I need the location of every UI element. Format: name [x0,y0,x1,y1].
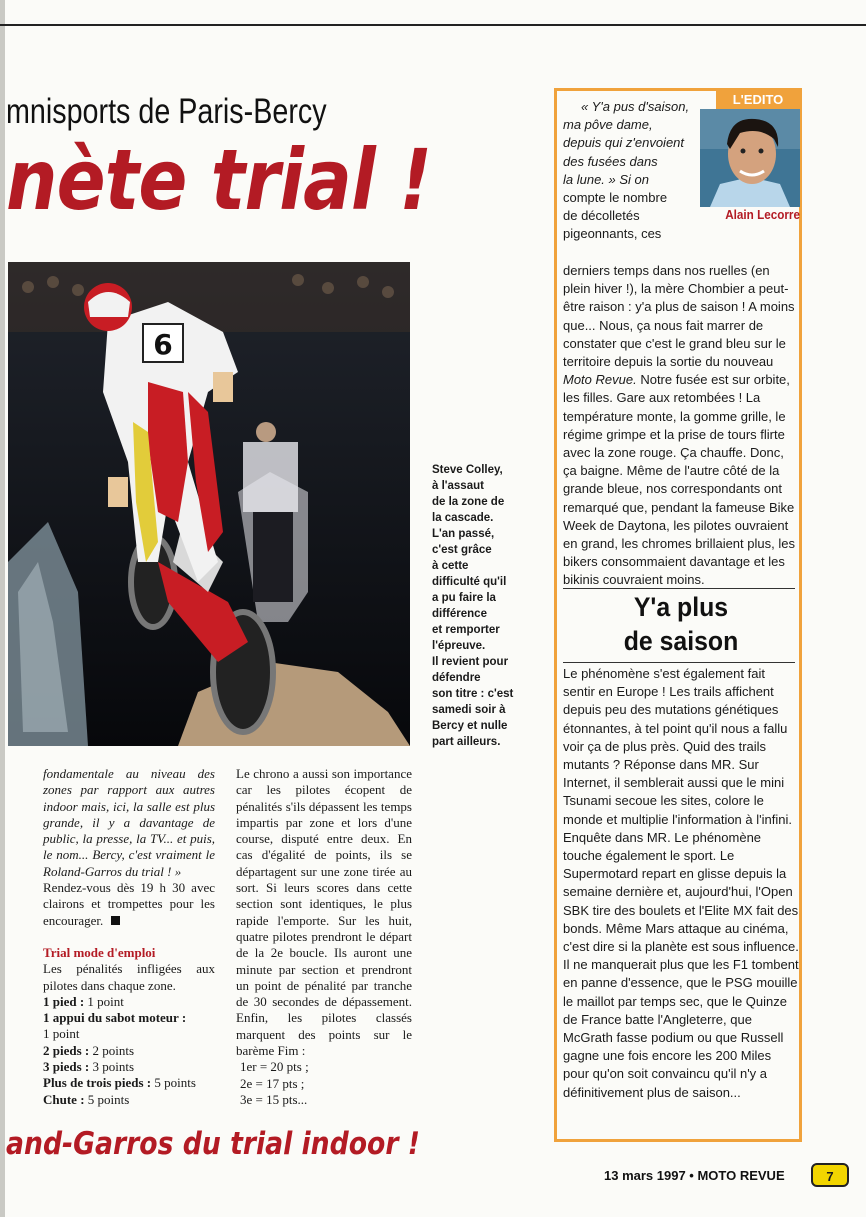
end-mark-icon [111,916,120,925]
caption-line: à l'assaut [432,480,484,492]
edito-body-2: Le phénomène s'est également fait sentir en Europe ! Les trails affichent depuis peu des mutations génétiques étonnantes, à tel point qu'il nous a fallu voir ça de plus près. Quid des trails mutants ? Réponse dans MR. Sur Internet, il semblerait aussi que le mini Tsunami secoue les sites, colore le monde et multiplie l'information à l'infini. Enquête dans MR. Le phénomène touche également le sport. Le Supermotard repart en glisse depuis la semaine dernière et, aujourd'hui, l'Open SBK tire des boulets et l'Elite MX fait des bonds. Même Mars attaque au cinéma, c'est dire si la planète est sous influence. Il ne manquerait plus que les F1 tombent en panne d'essence, que le PSG mouille le maillot par temps sec, que le Quinze de France batte l'Angleterre, que McGrath fasse podium ou que Russell gagne une fois encore les 200 Miles pour qu'on soit convaincu qu'il n'y a définitivement plus de saison... [563,666,799,1100]
rule-item [43,1092,215,1108]
rule-item [43,1059,215,1075]
edito-intro [563,98,697,225]
caption-line: et remporter [432,624,500,636]
rider-number: 6 [153,328,173,361]
article-column-2 [236,766,412,1108]
mode-heading: Trial mode d'emploi [43,944,156,960]
edito-separator-top [563,588,795,589]
caption-line: Steve Colley, [432,464,503,476]
quote-paragraph: fondamentale au niveau des zones par rapport aux autres indoor mais, ici, la salle est plus grande, il y a davantage de public, la presse, la TV... et puis, le nom... Bercy, c'est vraiment le Roland-Garros du trial ! » [43,766,215,879]
edito-intro-line: « Y'a pus d'saison, [581,99,690,114]
scale-item: 2e = 17 pts ; [240,1075,305,1091]
rendezvous-text: Rendez-vous dès 19 h 30 avec clairons et trompettes pour les encourager. [43,880,215,928]
headline-line-2: de saison [623,626,739,656]
rule-item [43,994,215,1010]
rule-label: 1 appui du sabot moteur : [43,1010,187,1026]
headline-line-1: Y'a plus [633,592,729,622]
scale-item: 1er = 20 pts ; [240,1059,309,1075]
article-supertitle: mnisports de Paris-Bercy [6,92,327,131]
scale-item: 3e = 15 pts... [240,1091,308,1107]
caption-line: l'épreuve. [432,640,486,652]
rule-label: 1 pied : [43,993,85,1009]
chrono-paragraph: Le chrono a aussi son importance car les pilotes écopent de pénalités s'ils dépassent les temps impartis par zone et lors d'une course, disputé entre deux. En cas d'égalité de points, ils se départagent sur une zone tirée au sort. Si leurs scores dans cette section sont identiques, le plus rapide l'emporte. Sur les huit, quatre pilotes prendront le départ de la 2e boucle. Ils auront une minute par section et prendront un point de pénalité par tranche de 30 secondes de dépassement. Enfin, les pilotes classés marquent des points sur le barème Fim : [236,766,412,1059]
top-rule [0,24,866,26]
rule-item [43,1010,215,1043]
trial-photo [8,262,410,746]
caption-line: différence [432,608,487,620]
edito-intro-line: depuis qui z'envoient [563,135,685,151]
rendezvous-paragraph [43,880,215,929]
footer-date: 13 mars 1997 • MOTO REVUE [604,1168,785,1183]
rule-item [43,1075,215,1091]
caption-line: samedi soir à [432,704,506,716]
rule-item [43,1043,215,1059]
caption-line: a pu faire la [432,592,496,604]
rule-value: 5 points [87,1091,130,1107]
edito-body-cont: Notre fusée est sur orbite, les filles. Gare aux retombées ! La température monte, la gomme grille, le régime grimpe et la prise de tours flirte avec la zone rouge. Ça chauffe. Donc, ça baigne. Même de l'autre côté de la grande bleue, nos correspondants ont remarqué que, pendant la fameuse Bike Week de Daytona, les pilotes ouvraient en grand, les chromes brillaient plus, les bikers consommaient davantage et les bikinis couvraient moins. [563,372,795,588]
edito-intro-line: de décolletés [563,208,640,224]
rule-value: 5 points [154,1075,196,1091]
rule-value: 1 point [43,1026,80,1042]
rule-label: Plus de trois pieds : [43,1075,152,1091]
page-number: 7 [811,1163,849,1187]
edito-intro-line: des fusées dans [563,153,658,169]
edito-intro-line: la lune. » Si on [563,171,650,187]
magazine-name: Moto Revue. [563,372,637,388]
caption-line: défendre [432,672,481,684]
page-spine [0,0,5,1217]
scale-list [236,1059,412,1108]
caption-line: c'est grâce [432,544,492,556]
rule-value: 3 points [92,1059,135,1075]
rule-label: 3 pieds : [43,1059,90,1075]
caption-line: difficulté qu'il [432,576,507,588]
edito-separator-bottom [563,662,795,663]
caption-line: part ailleurs. [432,736,501,748]
edito-line: pigeonnants, ces [563,226,662,241]
edito-intro-line: ma pôve dame, [563,117,653,133]
caption-line: de la zone de [432,496,505,508]
caption-line: L'an passé, [432,528,495,540]
caption-line: Bercy et nulle [432,720,508,732]
edito-headline [572,590,789,658]
rule-value: 2 points [92,1042,135,1058]
rule-label: Chute : [43,1091,85,1107]
edito-body [563,262,799,590]
bottom-title: and-Garros du trial indoor ! [6,1126,420,1162]
caption-line: son titre : c'est [432,688,514,700]
author-name: Alain Lecorre [725,207,800,222]
caption-line: à cette [432,560,469,572]
edito-label: L'EDITO [716,91,800,109]
edito-intro-line: compte le nombre [563,190,668,206]
rules-list [43,994,215,1108]
photo-caption [432,462,532,750]
mode-intro: Les pénalités infligées aux pilotes dans chaque zone. [43,961,215,993]
author-portrait [700,109,800,207]
rule-value: 1 point [87,993,124,1009]
author-portrait-illustration [700,109,800,207]
caption-line: Il revient pour [432,656,509,668]
trial-photo-illustration [8,262,410,746]
article-title: nète trial ! [6,131,432,229]
edito-body-text: derniers temps dans nos ruelles (en plein hiver !), la mère Chombier a peut-être raison : y'a plus de saison ! A moins que... Nous, ça nous fait marrer de constater que c'est le grand bleu sur le territoire depuis la sortie du nouveau [563,263,795,370]
caption-line: la cascade. [432,512,494,524]
article-column-1 [43,766,215,1108]
rule-label: 2 pieds : [43,1042,90,1058]
